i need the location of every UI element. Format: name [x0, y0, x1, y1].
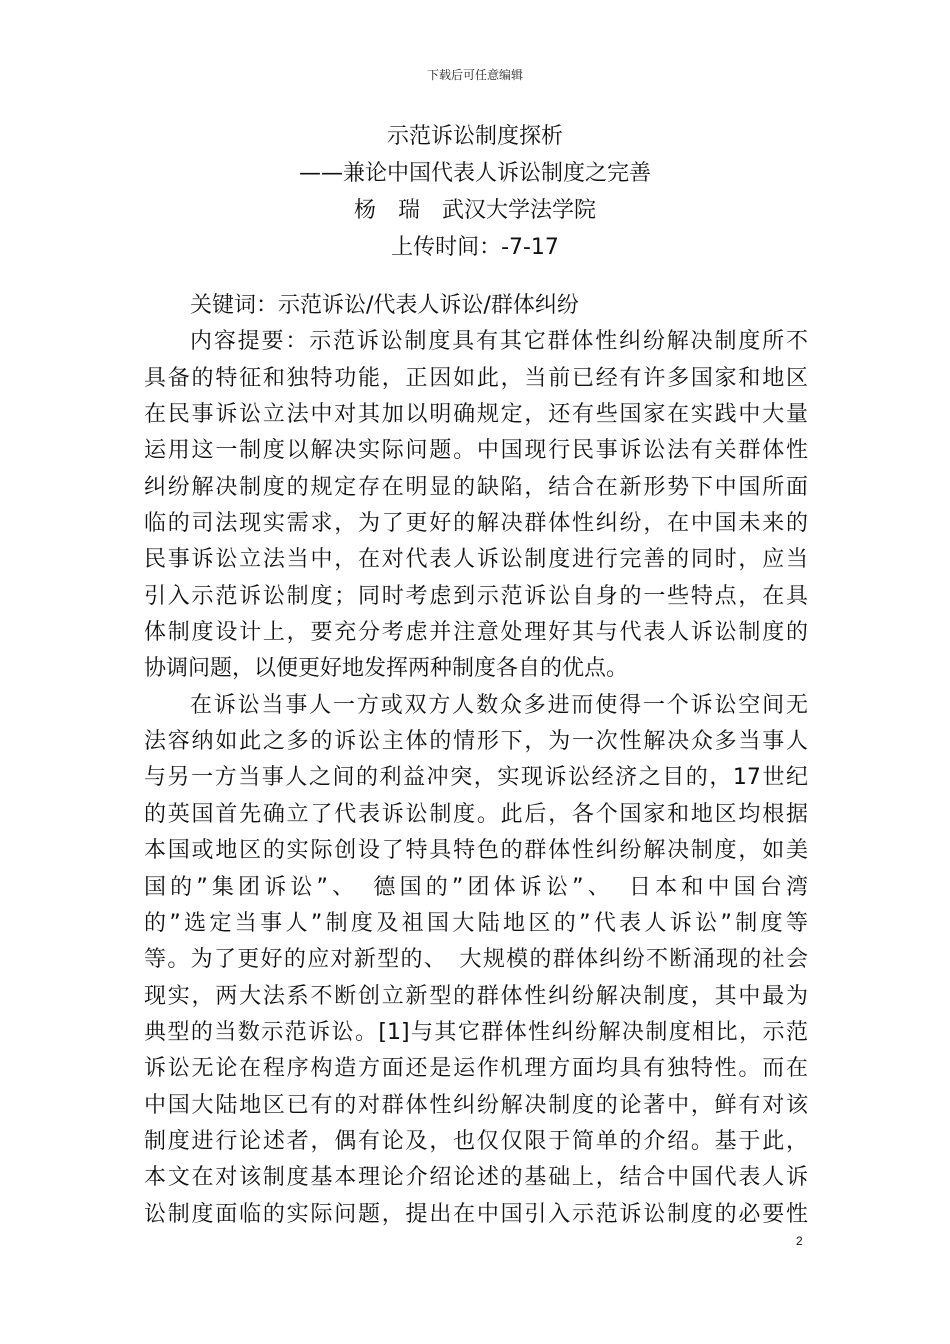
body-paragraph — [144, 688, 808, 1233]
paragraph-line: 讼制度面临的实际问题，提出在中国引入示范诉讼制度的必要性 — [144, 1201, 808, 1227]
upload-date-line: 上传时间：-7-17 — [391, 235, 559, 260]
document-title: 示范诉讼制度探析 — [386, 124, 563, 149]
paragraph-line: 在诉讼当事人一方或双方人数众多进而使得一个诉讼空间无 — [190, 692, 808, 718]
abstract-line: 具备的特征和独特功能，正因如此，当前已经有许多国家和地区 — [144, 365, 808, 391]
abstract-line: 运用这一制度以解决实际问题。中国现行民事诉讼法有关群体性 — [144, 438, 808, 464]
abstract-line: 体制度设计上，要充分考虑并注意处理好其与代表人诉讼制度的 — [144, 620, 808, 646]
header-note: 下载后可任意编辑 — [426, 68, 523, 82]
abstract-line: 在民事诉讼立法中对其加以明确规定，还有些国家在实践中大量 — [144, 402, 808, 428]
paragraph-line: 中国大陆地区已有的对群体性纠纷解决制度的论著中，鲜有对该 — [144, 1092, 808, 1118]
abstract-line: 协调问题，以便更好地发挥两种制度各自的优点。 — [144, 656, 629, 682]
paragraph-line: 等。为了更好的应对新型的、 大规模的群体纠纷不断涌现的社会 — [144, 947, 808, 973]
paragraph-line: 国的”集团诉讼”、 德国的”团体诉讼”、 日本和中国台湾 — [144, 874, 808, 900]
paragraph-line: 本文在对该制度基本理论介绍论述的基础上，结合中国代表人诉 — [144, 1165, 808, 1191]
body-text — [144, 288, 808, 1233]
abstract-line: 纠纷解决制度的规定存在明显的缺陷，结合在新形势下中国所面 — [144, 474, 808, 500]
abstract-line: 引入示范诉讼制度；同时考虑到示范诉讼自身的一些特点，在具 — [144, 583, 808, 609]
document-subtitle: ——兼论中国代表人诉讼制度之完善 — [298, 161, 651, 186]
paragraph-line: 诉讼无论在程序构造方面还是运作机理方面均具有独特性。而在 — [144, 1056, 808, 1082]
author-line: 杨 瑞 武汉大学法学院 — [353, 198, 596, 223]
paragraph-line: 法容纳如此之多的诉讼主体的情形下，为一次性解决众多当事人 — [144, 729, 808, 755]
title-block — [0, 118, 950, 266]
keywords-line: 关键词：示范诉讼/代表人诉讼/群体纠纷 — [190, 293, 579, 318]
paragraph-line: 典型的当数示范诉讼。[1]与其它群体性纠纷解决制度相比，示范 — [144, 1019, 808, 1045]
abstract — [144, 324, 808, 687]
paragraph-line: 本国或地区的实际创设了特具特色的群体性纠纷解决制度，如美 — [144, 838, 808, 864]
paragraph-line: 的”选定当事人”制度及祖国大陆地区的”代表人诉讼”制度等 — [144, 910, 808, 936]
abstract-line: 内容提要：示范诉讼制度具有其它群体性纠纷解决制度所不 — [190, 329, 808, 355]
abstract-line: 临的司法现实需求，为了更好的解决群体性纠纷，在中国未来的 — [144, 511, 808, 537]
paragraph-line: 现实，两大法系不断创立新型的群体性纠纷解决制度，其中最为 — [144, 983, 808, 1009]
abstract-line: 民事诉讼立法当中，在对代表人诉讼制度进行完善的同时，应当 — [144, 547, 808, 573]
paragraph-line: 制度进行论述者，偶有论及，也仅仅限于简单的介绍。基于此， — [144, 1128, 808, 1154]
paragraph-line: 与另一方当事人之间的利益冲突，实现诉讼经济之目的，17世纪 — [144, 765, 808, 791]
page-number: 2 — [796, 1234, 803, 1248]
paragraph-line: 的英国首先确立了代表诉讼制度。此后，各个国家和地区均根据 — [144, 801, 808, 827]
